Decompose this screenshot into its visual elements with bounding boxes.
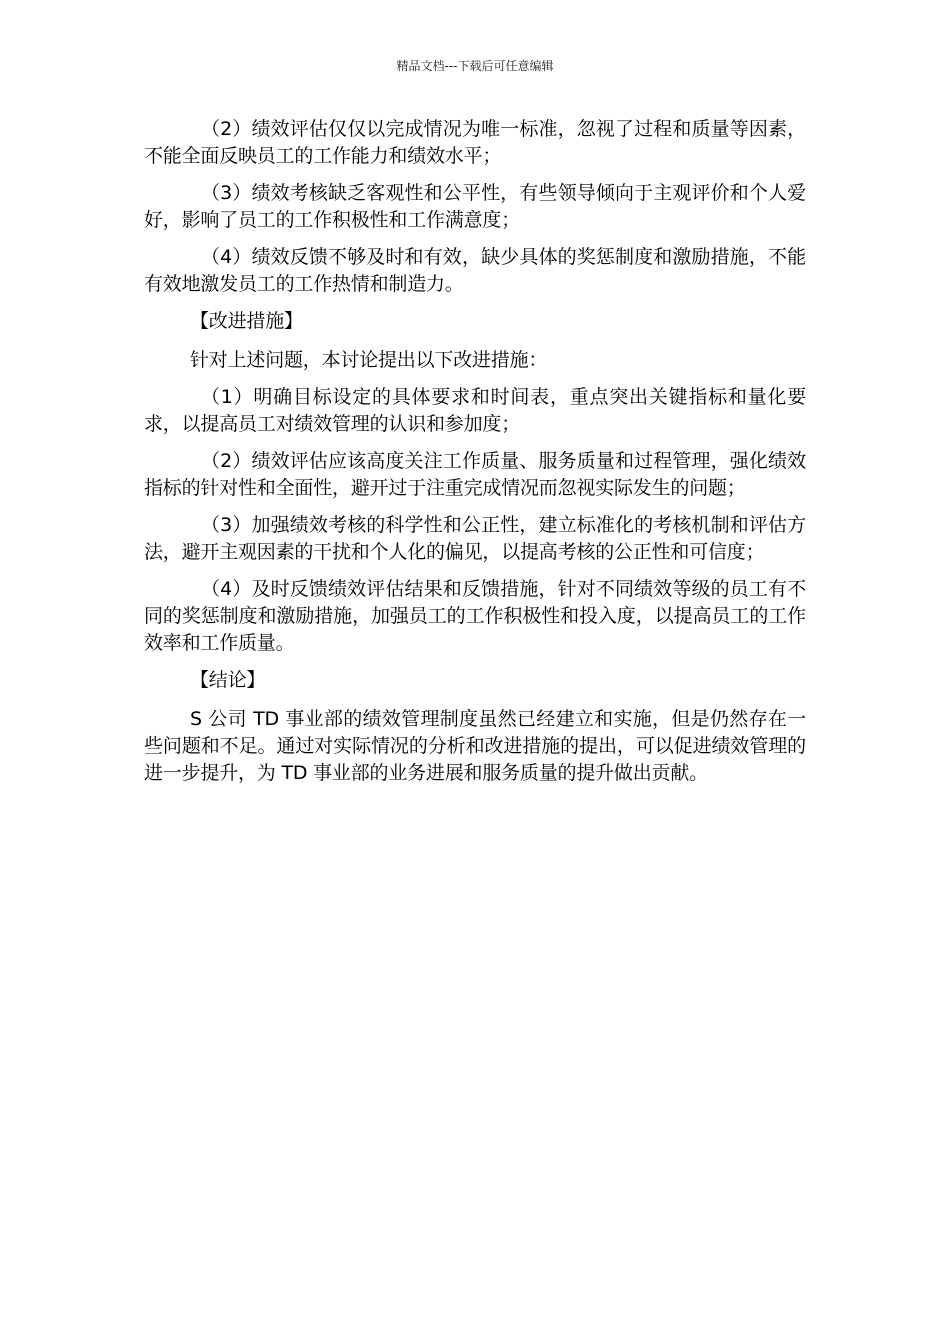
improvement-item-4: （4）及时反馈绩效评估结果和反馈措施，针对不同绩效等级的员工有不同的奖惩制度和激励措施，加强员工的工作积极性和投入度，以提高员工的工作效率和工作质量。 — [144, 578, 806, 654]
conclusion-paragraph: S 公司 TD 事业部的绩效管理制度虽然已经建立和实施，但是仍然存在一些问题和不足。通过对实际情况的分析和改进措施的提出，可以促进绩效管理的进一步提升，为 TD 事业部的业务进展和服务质量的提升做出贡献。 — [144, 708, 806, 784]
improvement-item-2: （2）绩效评估应该高度关注工作质量、服务质量和过程管理，强化绩效指标的针对性和全面性，避开过于注重完成情况而忽视实际发生的问题； — [144, 450, 806, 499]
problem-item-2: （2）绩效评估仅仅以完成情况为唯一标准，忽视了过程和质量等因素，不能全面反映员工的工作能力和绩效水平； — [144, 118, 806, 167]
section-heading-improvements: 【改进措施】 — [190, 310, 303, 332]
improvement-item-1: （1）明确目标设定的具体要求和时间表，重点突出关键指标和量化要求，以提高员工对绩效管理的认识和参加度； — [144, 386, 806, 435]
page-header: 精品文档---下载后可任意编辑 — [396, 59, 554, 73]
improvements-intro: 针对上述问题，本讨论提出以下改进措施： — [190, 349, 548, 371]
improvement-item-3: （3）加强绩效考核的科学性和公正性，建立标准化的考核机制和评估方法，避开主观因素的干扰和个人化的偏见，以提高考核的公正性和可信度； — [144, 514, 806, 563]
document-body — [144, 116, 806, 797]
problem-item-4: （4）绩效反馈不够及时和有效，缺少具体的奖惩制度和激励措施，不能有效地激发员工的工作热情和制造力。 — [144, 246, 806, 295]
section-heading-conclusion: 【结论】 — [190, 669, 266, 691]
problem-item-3: （3）绩效考核缺乏客观性和公平性，有些领导倾向于主观评价和个人爱好，影响了员工的工作积极性和工作满意度； — [144, 182, 806, 231]
